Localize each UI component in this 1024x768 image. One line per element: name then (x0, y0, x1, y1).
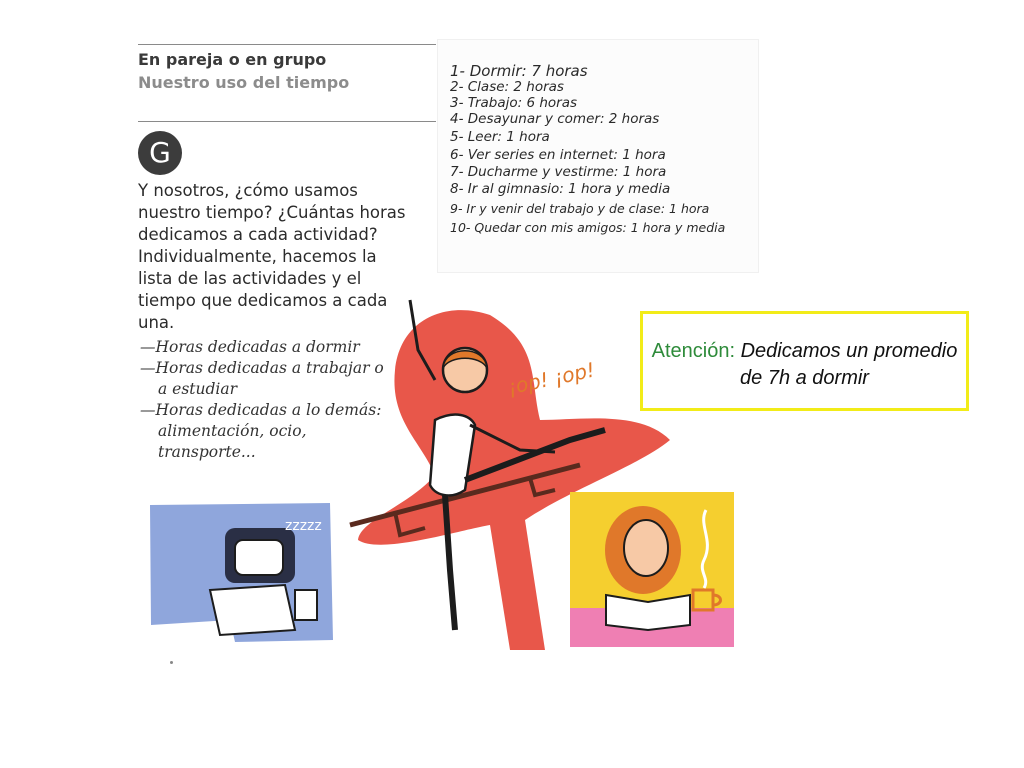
blanket (210, 585, 295, 635)
header-bottom-rule (138, 121, 436, 122)
note-line-10: 10- Quedar con mis amigos: 1 hora y media (450, 220, 726, 235)
note-line-9: 9- Ir y venir del trabajo y de clase: 1 hora (450, 201, 710, 216)
illustration-exclamation: ¡op! ¡op! (505, 357, 597, 400)
note-line-2: 2- Clase: 2 horas (450, 79, 564, 95)
callout-label: Atención: (651, 340, 736, 362)
callout-body: Dedicamos un promedio de 7h a dormir (740, 340, 958, 389)
bullet-item-sleep: —Horas dedicadas a dormir (140, 338, 360, 356)
note-line-5: 5- Leer: 1 hora (450, 129, 550, 145)
note-line-6: 6- Ver series en internet: 1 hora (450, 147, 666, 163)
note-line-8: 8- Ir al gimnasio: 1 hora y media (450, 181, 671, 197)
alarm-clock (295, 590, 317, 620)
snore-text: zzzzz (285, 518, 322, 534)
sleeping-face (235, 540, 283, 575)
sleeping-illustration (145, 500, 335, 645)
reader-face (624, 520, 668, 576)
note-line-1: 1- Dormir: 7 horas (450, 62, 588, 80)
reading-illustration (568, 490, 738, 650)
section-title: En pareja o en grupo (138, 50, 327, 69)
bullet-item-work: —Horas dedicadas a trabajar o a estudiar (140, 359, 384, 398)
note-line-3: 3- Trabajo: 6 horas (450, 95, 578, 111)
note-line-4: 4- Desayunar y comer: 2 horas (450, 111, 660, 127)
header-top-rule (138, 44, 436, 45)
activity-badge: G (138, 131, 182, 175)
handwritten-note (438, 40, 758, 272)
attention-callout (640, 311, 969, 411)
page-speck (170, 661, 173, 664)
section-subtitle: Nuestro uso del tiempo (138, 73, 350, 92)
note-line-7: 7- Ducharme y vestirme: 1 hora (450, 164, 667, 180)
activity-instructions: Y nosotros, ¿cómo usamos nuestro tiempo? ¿Cuántas horas dedicamos a cada actividad? Individualmente, hacemos la lista de las actividades y el tiempo que dedicamos a cada una. (138, 181, 406, 332)
bullet-item-other: —Horas dedicadas a lo demás: alimentación, ocio, transporte... (140, 401, 382, 461)
